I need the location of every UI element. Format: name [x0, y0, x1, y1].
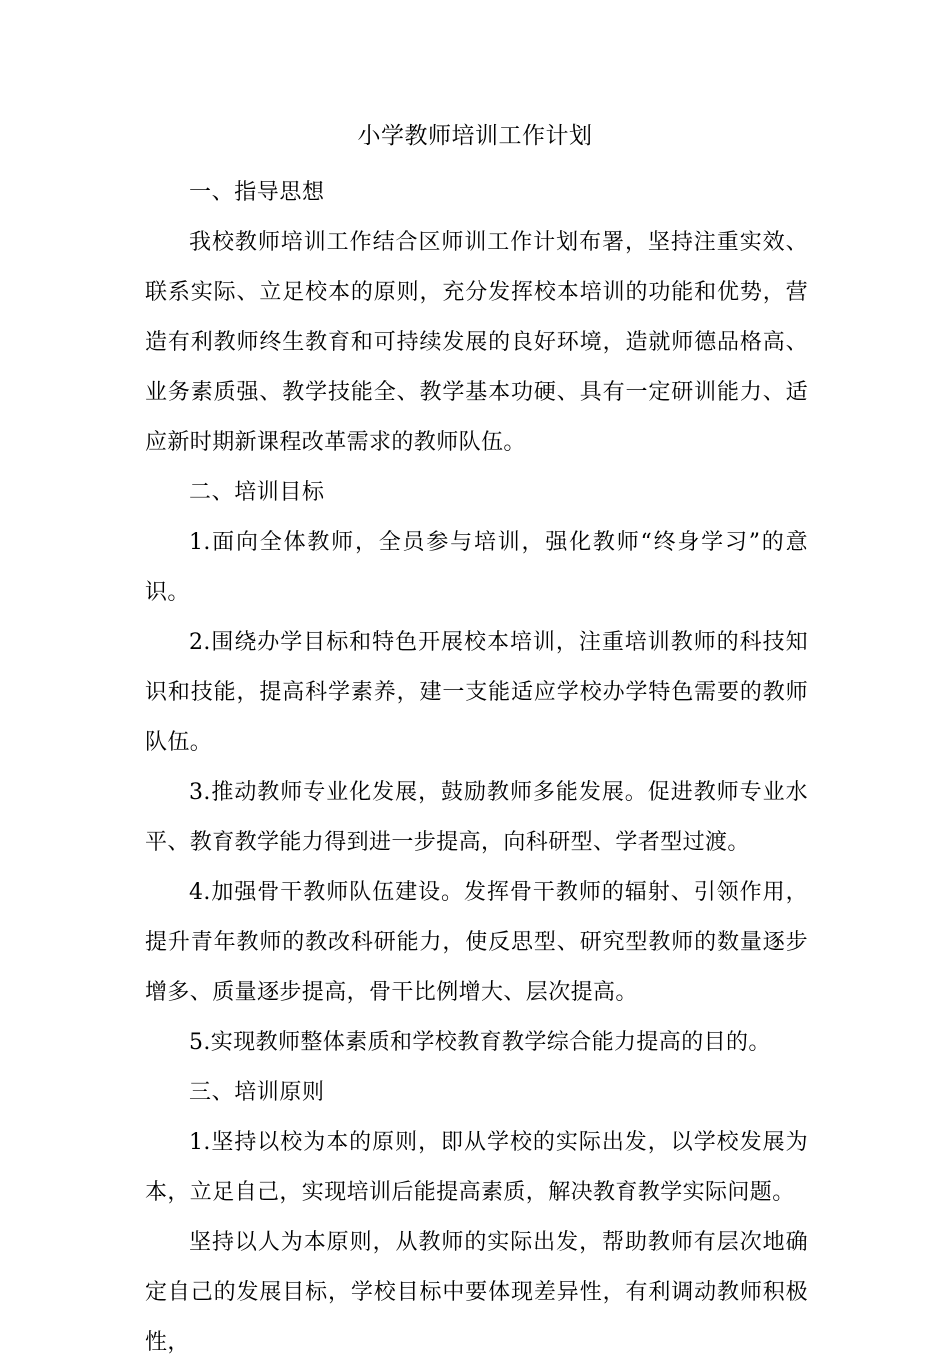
paragraph: 3.推动教师专业化发展，鼓励教师多能发展。促进教师专业水平、教育教学能力得到进一步提高，向科研型、学者型过渡。 [145, 780, 808, 855]
paragraph: 5.实现教师整体素质和学校教育教学综合能力提高的目的。 [189, 1030, 771, 1055]
paragraph: 4.加强骨干教师队伍建设。发挥骨干教师的辐射、引领作用，提升青年教师的教改科研能力，使反思型、研究型教师的数量逐步增多、质量逐步提高，骨干比例增大、层次提高。 [145, 880, 808, 1005]
section-heading: 一、指导思想 [189, 180, 325, 205]
paragraph: 2.围绕办学目标和特色开展校本培训，注重培训教师的科技知识和技能，提高科学素养，建一支能适应学校办学特色需要的教师队伍。 [145, 630, 808, 755]
document-body [145, 168, 808, 1368]
section-heading: 三、培训原则 [189, 1080, 325, 1105]
paragraph: 我校教师培训工作结合区师训工作计划布署，坚持注重实效、联系实际、立足校本的原则，充分发挥校本培训的功能和优势，营造有利教师终生教育和可持续发展的良好环境，造就师德品格高、业务素质强、教学技能全、教学基本功硬、具有一定研训能力、适应新时期新课程改革需求的教师队伍。 [145, 230, 808, 455]
paragraph: 1.面向全体教师，全员参与培训，强化教师“终身学习”的意识。 [145, 530, 808, 605]
section-heading: 二、培训目标 [189, 480, 325, 505]
paragraph: 坚持以人为本原则，从教师的实际出发，帮助教师有层次地确定自己的发展目标，学校目标中要体现差异性，有利调动教师积极性， [145, 1230, 808, 1355]
document-title: 小学教师培训工作计划 [357, 123, 593, 149]
paragraph: 1.坚持以校为本的原则，即从学校的实际出发，以学校发展为本，立足自己，实现培训后能提高素质，解决教育教学实际问题。 [145, 1130, 808, 1205]
